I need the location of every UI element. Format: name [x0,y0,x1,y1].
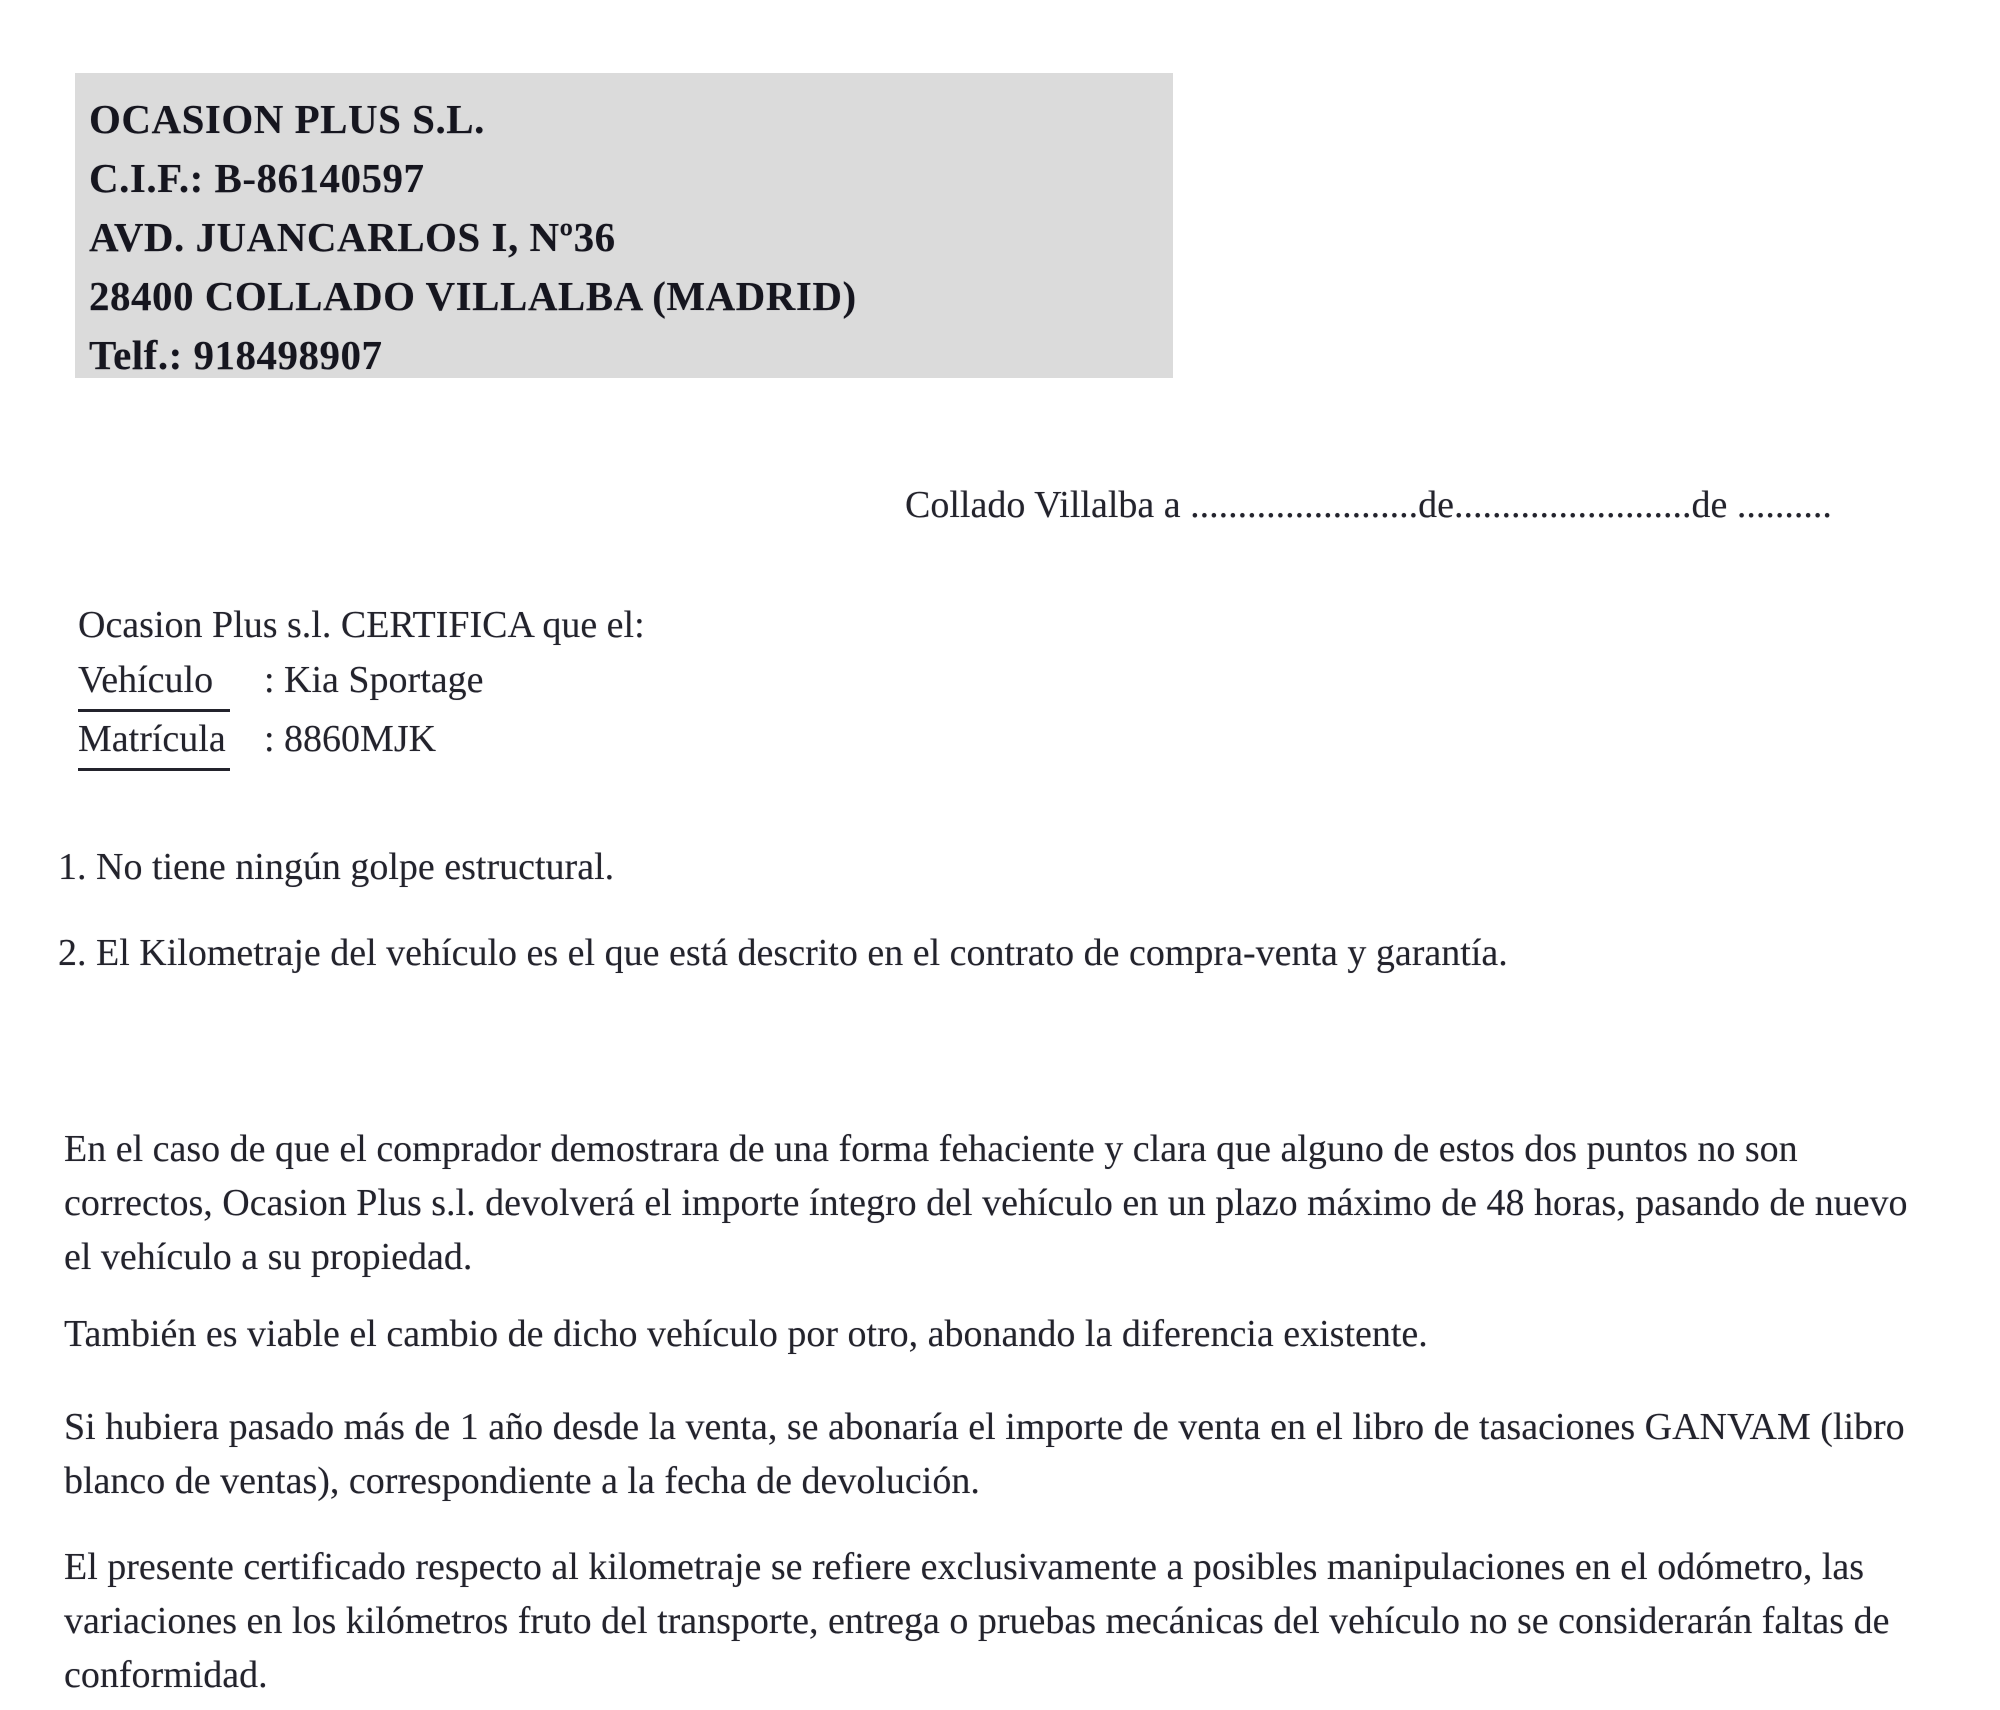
paragraph-refund-policy: En el caso de que el comprador demostrara de una forma fehaciente y clara que alguno de estos dos puntos no son correctos, Ocasion Plus s.l. devolverá el importe íntegro del vehículo en un plazo máximo de 48 horas, pasando de nuevo el vehículo a su propiedad. [64,1128,1908,1278]
certify-intro: Ocasion Plus s.l. CERTIFICA que el: [78,604,645,646]
company-cif: C.I.F.: B-86140597 [89,155,425,201]
certified-point-mileage: 2. El Kilometraje del vehículo es el que está descrito en el contrato de compra-venta y garantía. [58,932,1508,974]
paragraph-ganvam-valuation: Si hubiera pasado más de 1 año desde la venta, se abonaría el importe de venta en el libro de tasaciones GANVAM (libro blanco de ventas), correspondiente a la fecha de devolución. [64,1406,1905,1502]
plate-label: Matrícula [78,712,230,771]
date-line: Collado Villalba a ........................de.........................de .......... [905,484,1832,526]
paragraph-odometer-disclaimer: El presente certificado respecto al kilometraje se refiere exclusivamente a posibles manipulaciones en el odómetro, las variaciones en los kilómetros fruto del transporte, entrega o pruebas mecánicas del vehículo no se considerarán faltas de conformidad. [64,1546,1890,1696]
paragraph-exchange-option: También es viable el cambio de dicho vehículo por otro, abonando la diferencia existente. [64,1313,1428,1355]
company-phone: Telf.: 918498907 [89,332,383,378]
certified-point-structural: 1. No tiene ningún golpe estructural. [58,846,615,888]
company-city: 28400 COLLADO VILLALBA (MADRID) [89,273,857,319]
vehicle-label: Vehículo [78,653,230,712]
vehicle-value: : Kia Sportage [264,659,484,701]
company-address: AVD. JUANCARLOS I, Nº36 [89,214,616,260]
plate-field [78,712,645,771]
vehicle-field [78,653,645,712]
company-name: OCASION PLUS S.L. [89,96,485,142]
certification-block [78,598,645,771]
company-header [75,73,1173,378]
plate-value: : 8860MJK [264,718,437,760]
